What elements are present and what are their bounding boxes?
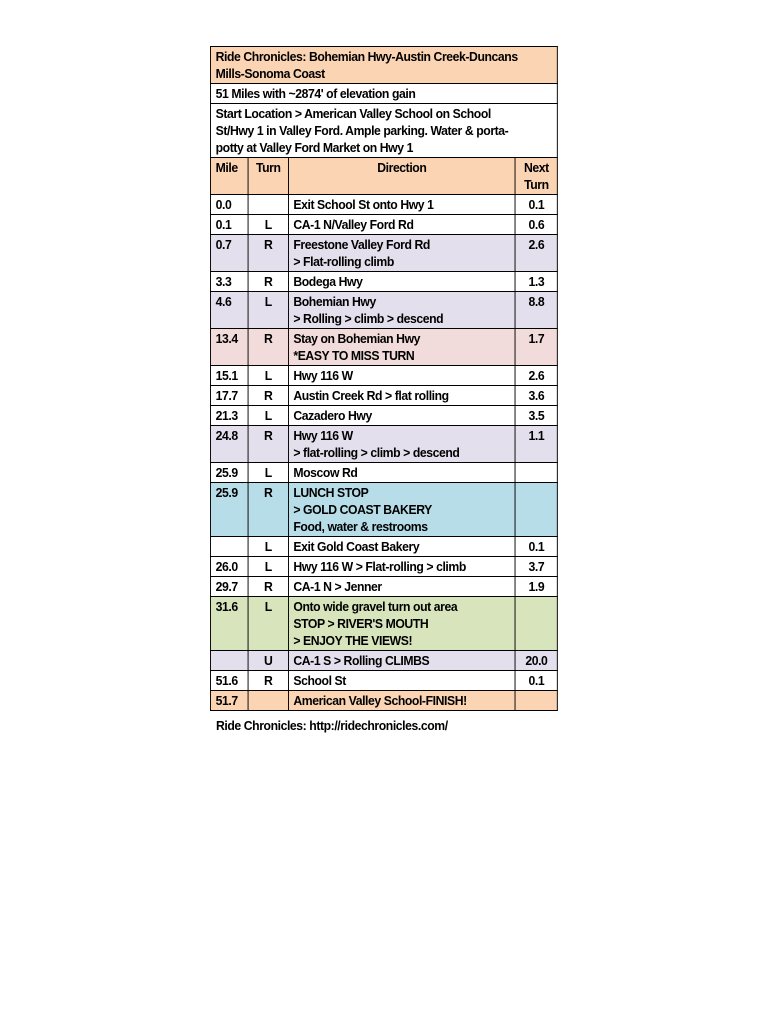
cue-direction-line: School St xyxy=(293,673,346,688)
cue-turn: R xyxy=(248,235,288,272)
cue-next-turn xyxy=(515,483,557,537)
cue-direction-line: > GOLD COAST BAKERY xyxy=(293,502,432,517)
cue-direction-line: > Flat-rolling climb xyxy=(293,254,394,269)
ride-title-line: Mills-Sonoma Coast xyxy=(215,66,325,81)
cue-row xyxy=(210,537,557,557)
title-row xyxy=(210,47,557,84)
cue-turn: L xyxy=(248,292,288,329)
cue-row xyxy=(210,235,557,272)
cue-turn: R xyxy=(248,426,288,463)
cue-row xyxy=(210,366,557,386)
cue-direction xyxy=(288,671,515,691)
cue-row xyxy=(210,691,557,711)
cue-direction-line: Bohemian Hwy xyxy=(293,294,376,309)
cue-next-turn: 0.1 xyxy=(515,537,557,557)
cue-mile xyxy=(210,537,248,557)
cue-next-turn: 8.8 xyxy=(515,292,557,329)
cue-row xyxy=(210,386,557,406)
cue-direction-line: Moscow Rd xyxy=(293,465,358,480)
cue-direction-line: Bodega Hwy xyxy=(293,274,363,289)
cue-mile: 25.9 xyxy=(210,463,248,483)
cue-next-turn: 1.3 xyxy=(515,272,557,292)
cue-direction xyxy=(288,272,515,292)
cue-row xyxy=(210,557,557,577)
cue-direction-line: Food, water & restrooms xyxy=(293,519,428,534)
cue-row xyxy=(210,406,557,426)
cue-next-turn: 1.7 xyxy=(515,329,557,366)
cue-turn: L xyxy=(248,215,288,235)
cue-direction xyxy=(288,557,515,577)
cue-direction-line: CA-1 S > Rolling CLIMBS xyxy=(293,653,430,668)
cue-direction xyxy=(288,597,515,651)
cue-row xyxy=(210,483,557,537)
cue-next-turn: 2.6 xyxy=(515,366,557,386)
cue-turn: R xyxy=(248,483,288,537)
cue-direction xyxy=(288,195,515,215)
cue-mile: 21.3 xyxy=(210,406,248,426)
cue-direction-line: Freestone Valley Ford Rd xyxy=(293,237,430,252)
cue-row xyxy=(210,671,557,691)
cue-direction-line: Hwy 116 W > Flat-rolling > climb xyxy=(293,559,466,574)
cue-direction xyxy=(288,426,515,463)
cue-turn xyxy=(248,691,288,711)
cue-turn: R xyxy=(248,386,288,406)
cue-direction xyxy=(288,366,515,386)
cue-direction xyxy=(288,406,515,426)
cue-mile: 24.8 xyxy=(210,426,248,463)
cue-mile: 3.3 xyxy=(210,272,248,292)
cue-direction-line: Hwy 116 W xyxy=(293,428,353,443)
ride-title xyxy=(210,47,557,84)
column-header-row xyxy=(210,158,557,195)
cue-turn xyxy=(248,195,288,215)
cue-turn: R xyxy=(248,671,288,691)
cue-row xyxy=(210,272,557,292)
cue-direction-line: American Valley School-FINISH! xyxy=(293,693,467,708)
cue-direction-line: CA-1 N > Jenner xyxy=(293,579,382,594)
cue-row xyxy=(210,651,557,671)
cue-direction xyxy=(288,386,515,406)
next-turn-column-header xyxy=(515,158,557,195)
cue-row xyxy=(210,463,557,483)
cue-row xyxy=(210,292,557,329)
cue-direction xyxy=(288,651,515,671)
cue-next-turn: 20.0 xyxy=(515,651,557,671)
cue-next-turn xyxy=(515,691,557,711)
cue-direction-line: Exit School St onto Hwy 1 xyxy=(293,197,434,212)
mile-column-header: Mile xyxy=(210,158,248,195)
cue-direction xyxy=(288,483,515,537)
cue-direction xyxy=(288,463,515,483)
cue-turn: R xyxy=(248,329,288,366)
start-location-line: Start Location > American Valley School on School xyxy=(215,106,491,121)
cue-direction-line: Stay on Bohemian Hwy xyxy=(293,331,421,346)
cue-direction-line: Onto wide gravel turn out area xyxy=(293,599,458,614)
cue-direction xyxy=(288,537,515,557)
cue-next-turn: 0.1 xyxy=(515,195,557,215)
cue-mile: 29.7 xyxy=(210,577,248,597)
cue-next-turn: 3.6 xyxy=(515,386,557,406)
start-location-row xyxy=(210,104,557,158)
cue-direction xyxy=(288,577,515,597)
cue-mile: 51.6 xyxy=(210,671,248,691)
cue-turn: L xyxy=(248,557,288,577)
cue-turn: U xyxy=(248,651,288,671)
cue-row xyxy=(210,597,557,651)
cue-next-turn: 3.7 xyxy=(515,557,557,577)
cue-row xyxy=(210,426,557,463)
cue-direction xyxy=(288,329,515,366)
ride-title-line: Ride Chronicles: Bohemian Hwy-Austin Creek-Duncans xyxy=(215,49,518,64)
cue-row xyxy=(210,577,557,597)
elevation-row xyxy=(210,84,557,104)
cue-direction-line: > Rolling > climb > descend xyxy=(293,311,444,326)
cue-turn: R xyxy=(248,272,288,292)
cue-mile xyxy=(210,651,248,671)
turn-column-header: Turn xyxy=(248,158,288,195)
cue-mile: 17.7 xyxy=(210,386,248,406)
cue-row xyxy=(210,195,557,215)
cue-direction-line: Hwy 116 W xyxy=(293,368,353,383)
cue-mile: 26.0 xyxy=(210,557,248,577)
cue-turn: L xyxy=(248,366,288,386)
start-location-line: potty at Valley Ford Market on Hwy 1 xyxy=(215,140,413,155)
cue-direction-line: Cazadero Hwy xyxy=(293,408,372,423)
cue-mile: 13.4 xyxy=(210,329,248,366)
cue-row xyxy=(210,329,557,366)
start-location-line: St/Hwy 1 in Valley Ford. Ample parking. Water & porta- xyxy=(215,123,509,138)
cue-direction xyxy=(288,292,515,329)
cue-direction-line: Austin Creek Rd > flat rolling xyxy=(293,388,449,403)
cue-next-turn: 0.6 xyxy=(515,215,557,235)
cue-next-turn xyxy=(515,463,557,483)
direction-column-header: Direction xyxy=(288,158,515,195)
cue-direction xyxy=(288,691,515,711)
cue-next-turn xyxy=(515,597,557,651)
cue-mile: 31.6 xyxy=(210,597,248,651)
cue-direction-line: > ENJOY THE VIEWS! xyxy=(293,633,413,648)
cue-direction xyxy=(288,235,515,272)
cue-mile: 4.6 xyxy=(210,292,248,329)
cue-mile: 0.0 xyxy=(210,195,248,215)
cue-mile: 51.7 xyxy=(210,691,248,711)
cue-mile: 15.1 xyxy=(210,366,248,386)
cue-next-turn: 3.5 xyxy=(515,406,557,426)
cue-direction-line: LUNCH STOP xyxy=(293,485,369,500)
next-turn-header-line: Next xyxy=(523,160,549,175)
cue-direction-line: STOP > RIVER'S MOUTH xyxy=(293,616,429,631)
cue-direction-line: Exit Gold Coast Bakery xyxy=(293,539,420,554)
cue-direction-line: CA-1 N/Valley Ford Rd xyxy=(293,217,414,232)
footer-credit: Ride Chronicles: http://ridechronicles.com/ xyxy=(216,718,448,733)
elevation-text: 51 Miles with ~2874' of elevation gain xyxy=(210,84,557,104)
cue-turn: R xyxy=(248,577,288,597)
cue-row xyxy=(210,215,557,235)
cue-mile: 25.9 xyxy=(210,483,248,537)
cue-next-turn: 1.9 xyxy=(515,577,557,597)
route-sheet xyxy=(210,46,558,711)
cue-turn: L xyxy=(248,537,288,557)
cue-next-turn: 1.1 xyxy=(515,426,557,463)
start-location xyxy=(210,104,557,158)
cue-direction-line: *EASY TO MISS TURN xyxy=(293,348,415,363)
cue-direction xyxy=(288,215,515,235)
cue-direction-line: > flat-rolling > climb > descend xyxy=(293,445,460,460)
cue-turn: L xyxy=(248,463,288,483)
cue-mile: 0.1 xyxy=(210,215,248,235)
next-turn-header-line: Turn xyxy=(524,177,549,192)
cue-next-turn: 2.6 xyxy=(515,235,557,272)
cue-sheet-table xyxy=(210,46,558,711)
cue-mile: 0.7 xyxy=(210,235,248,272)
cue-turn: L xyxy=(248,597,288,651)
cue-next-turn: 0.1 xyxy=(515,671,557,691)
cue-turn: L xyxy=(248,406,288,426)
